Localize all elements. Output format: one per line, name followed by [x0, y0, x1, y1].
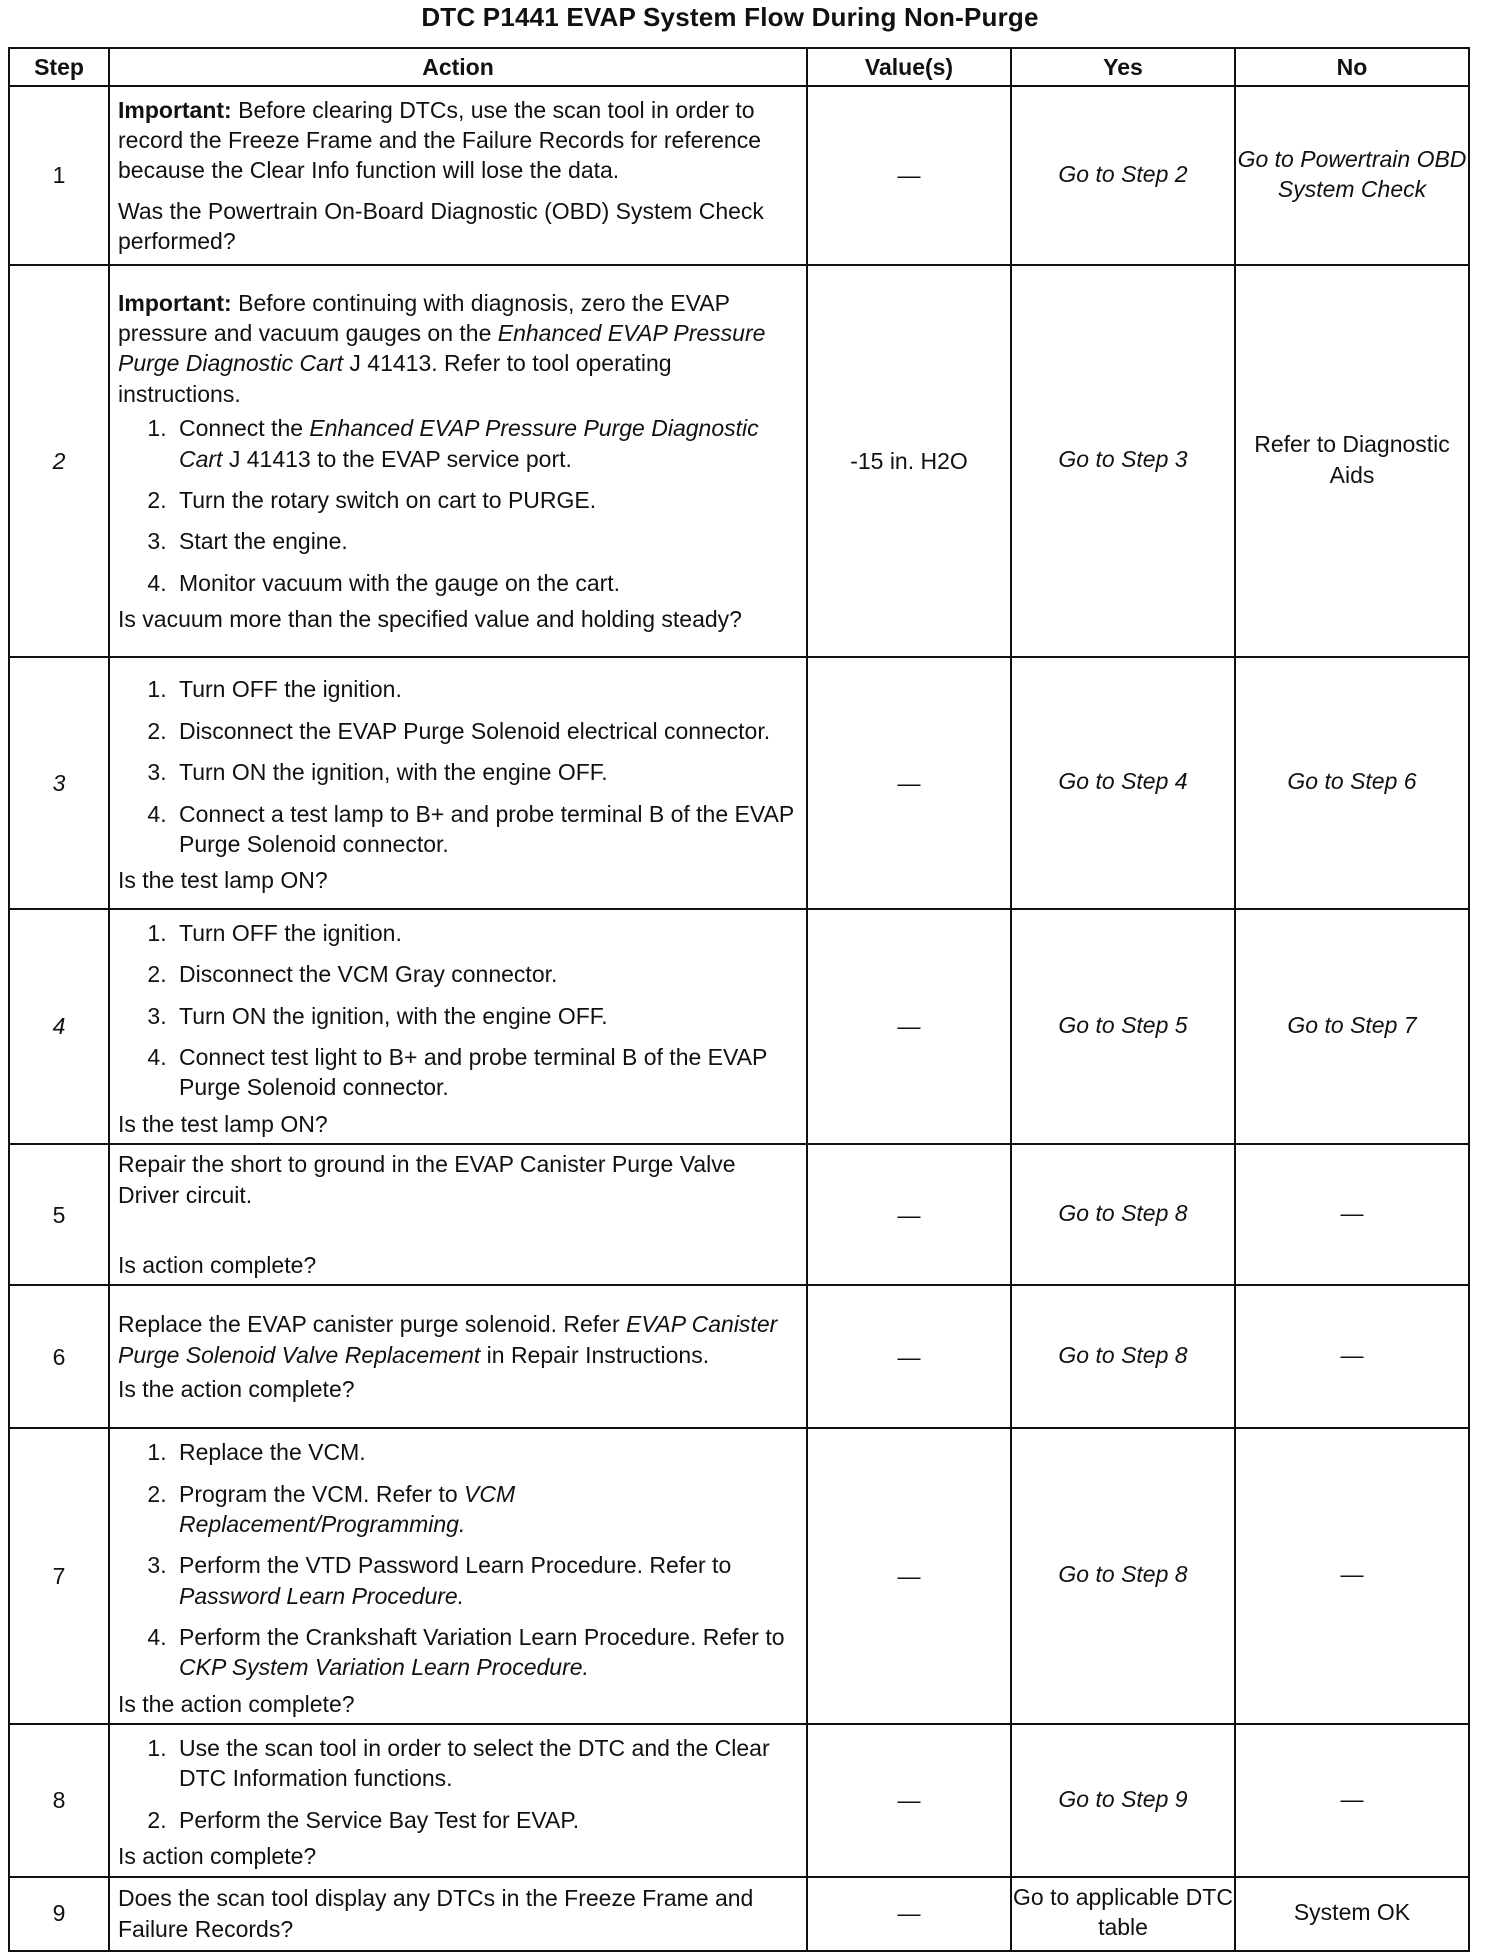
- no-result: —: [1235, 1724, 1469, 1876]
- table-row: [9, 909, 1469, 1144]
- yes-result: Go to Step 8: [1011, 1144, 1235, 1285]
- list-item: 1. Turn OFF the ignition.: [173, 674, 800, 704]
- step-value: —: [807, 909, 1011, 1144]
- important-label: Important:: [118, 289, 232, 316]
- step-number: 1: [9, 86, 109, 265]
- table-row: [9, 1285, 1469, 1428]
- step-question: Is action complete?: [118, 1251, 317, 1278]
- step-value: —: [807, 657, 1011, 909]
- step-question: Is action complete?: [118, 1843, 317, 1870]
- important-text: J 41413. Refer to tool operating instructions.: [118, 350, 672, 407]
- sub-steps: [118, 413, 800, 598]
- header-values: Value(s): [807, 48, 1011, 86]
- step-action: [109, 1144, 807, 1285]
- step-number: 4: [9, 909, 109, 1144]
- step-action: [109, 86, 807, 265]
- step-action: [109, 1877, 807, 1951]
- step-action: [109, 1428, 807, 1724]
- step-value: —: [807, 1877, 1011, 1951]
- yes-result: Go to Step 5: [1011, 909, 1235, 1144]
- yes-result: Go to Step 4: [1011, 657, 1235, 909]
- list-item: 3. Start the engine.: [173, 526, 800, 556]
- yes-result: Go to Step 8: [1011, 1428, 1235, 1724]
- action-text: Repair the short to ground in the EVAP Canister Purge Valve Driver circuit.: [118, 1151, 736, 1208]
- important-label: Important:: [118, 96, 232, 123]
- tool-reference: Enhanced EVAP Pressure Purge Diagnostic Cart: [118, 320, 766, 377]
- step-number: 6: [9, 1285, 109, 1428]
- table-row: [9, 265, 1469, 657]
- important-text: Before clearing DTCs, use the scan tool in order to record the Freeze Frame and the Failure Records for reference because the Clear Info function will lose the data.: [118, 96, 762, 184]
- list-item: 4. Connect test light to B+ and probe terminal B of the EVAP Purge Solenoid connector.: [173, 1042, 800, 1103]
- step-number: 9: [9, 1877, 109, 1951]
- no-result: —: [1235, 1285, 1469, 1428]
- step-value: —: [807, 86, 1011, 265]
- list-item: 3. Turn ON the ignition, with the engine OFF.: [173, 757, 800, 787]
- table-row: [9, 657, 1469, 909]
- list-item: 4. Perform the Crankshaft Variation Learn Procedure. Refer to CKP System Variation Learn Procedure.: [173, 1622, 800, 1683]
- sub-steps: [118, 1437, 800, 1683]
- step-value: —: [807, 1285, 1011, 1428]
- step-question: Is the action complete?: [118, 1375, 355, 1402]
- sub-steps: [118, 918, 800, 1103]
- yes-result: Go to Step 8: [1011, 1285, 1235, 1428]
- table-row: [9, 86, 1469, 265]
- step-value: —: [807, 1144, 1011, 1285]
- step-number: 5: [9, 1144, 109, 1285]
- header-row: [9, 48, 1469, 86]
- step-action: [109, 1724, 807, 1876]
- step-number: 2: [9, 265, 109, 657]
- step-action: [109, 657, 807, 909]
- header-action: Action: [109, 48, 807, 86]
- no-result: Refer to Diagnostic Aids: [1235, 265, 1469, 657]
- sub-steps: [118, 1733, 800, 1835]
- table-row: [9, 1724, 1469, 1876]
- no-result: System OK: [1235, 1877, 1469, 1951]
- step-value: —: [807, 1724, 1011, 1876]
- step-number: 8: [9, 1724, 109, 1876]
- sub-steps: [118, 674, 800, 859]
- yes-result: Go to applicable DTC table: [1011, 1877, 1235, 1951]
- table-row: [9, 1144, 1469, 1285]
- diagnostic-table: [8, 47, 1470, 1952]
- list-item: 3. Perform the VTD Password Learn Procedure. Refer to Password Learn Procedure.: [173, 1550, 800, 1611]
- header-yes: Yes: [1011, 48, 1235, 86]
- step-question: Is the test lamp ON?: [118, 1110, 328, 1137]
- yes-result: Go to Step 2: [1011, 86, 1235, 265]
- step-question: Is the action complete?: [118, 1690, 355, 1717]
- no-result: Go to Step 7: [1235, 909, 1469, 1144]
- list-item: 2. Disconnect the VCM Gray connector.: [173, 959, 800, 989]
- list-item: 2. Perform the Service Bay Test for EVAP.: [173, 1805, 800, 1835]
- step-question: Does the scan tool display any DTCs in the Freeze Frame and Failure Records?: [118, 1885, 754, 1942]
- step-action: [109, 265, 807, 657]
- list-item: 1. Connect the Enhanced EVAP Pressure Purge Diagnostic Cart J 41413 to the EVAP service port.: [173, 413, 800, 474]
- no-result: —: [1235, 1144, 1469, 1285]
- no-result: Go to Step 6: [1235, 657, 1469, 909]
- step-value: -15 in. H2O: [807, 265, 1011, 657]
- step-value: —: [807, 1428, 1011, 1724]
- table-row: [9, 1428, 1469, 1724]
- step-number: 3: [9, 657, 109, 909]
- yes-result: Go to Step 3: [1011, 265, 1235, 657]
- step-action: Replace the EVAP canister purge solenoid. Refer EVAP Canister Purge Solenoid Valve Replacement in Repair Instructions. Is the action complete?: [109, 1285, 807, 1428]
- step-number: 7: [9, 1428, 109, 1724]
- list-item: 4. Connect a test lamp to B+ and probe terminal B of the EVAP Purge Solenoid connector.: [173, 799, 800, 860]
- yes-result: Go to Step 9: [1011, 1724, 1235, 1876]
- step-question: Is vacuum more than the specified value and holding steady?: [118, 605, 742, 632]
- list-item: 1. Replace the VCM.: [173, 1437, 800, 1467]
- header-no: No: [1235, 48, 1469, 86]
- step-question: Is the test lamp ON?: [118, 867, 328, 894]
- table-row: [9, 1877, 1469, 1951]
- no-result: —: [1235, 1428, 1469, 1724]
- list-item: 2. Disconnect the EVAP Purge Solenoid electrical connector.: [173, 716, 800, 746]
- list-item: 1. Use the scan tool in order to select the DTC and the Clear DTC Information functions.: [173, 1733, 800, 1794]
- list-item: 2. Turn the rotary switch on cart to PURGE.: [173, 485, 800, 515]
- list-item: 2. Program the VCM. Refer to VCM Replacement/Programming.: [173, 1479, 800, 1540]
- important-text: Before continuing with diagnosis, zero the EVAP pressure and vacuum gauges on the: [118, 289, 730, 347]
- step-action: [109, 909, 807, 1144]
- manual-reference: EVAP Canister Purge Solenoid Valve Replacement: [118, 1311, 778, 1368]
- step-question: Was the Powertrain On-Board Diagnostic (OBD) System Check performed?: [118, 197, 764, 255]
- no-result: Go to Powertrain OBD System Check: [1235, 86, 1469, 265]
- list-item: 1. Turn OFF the ignition.: [173, 918, 800, 948]
- page-title: DTC P1441 EVAP System Flow During Non-Purge: [421, 2, 1039, 32]
- list-item: 4. Monitor vacuum with the gauge on the cart.: [173, 568, 800, 598]
- list-item: 3. Turn ON the ignition, with the engine OFF.: [173, 1001, 800, 1031]
- header-step: Step: [9, 48, 109, 86]
